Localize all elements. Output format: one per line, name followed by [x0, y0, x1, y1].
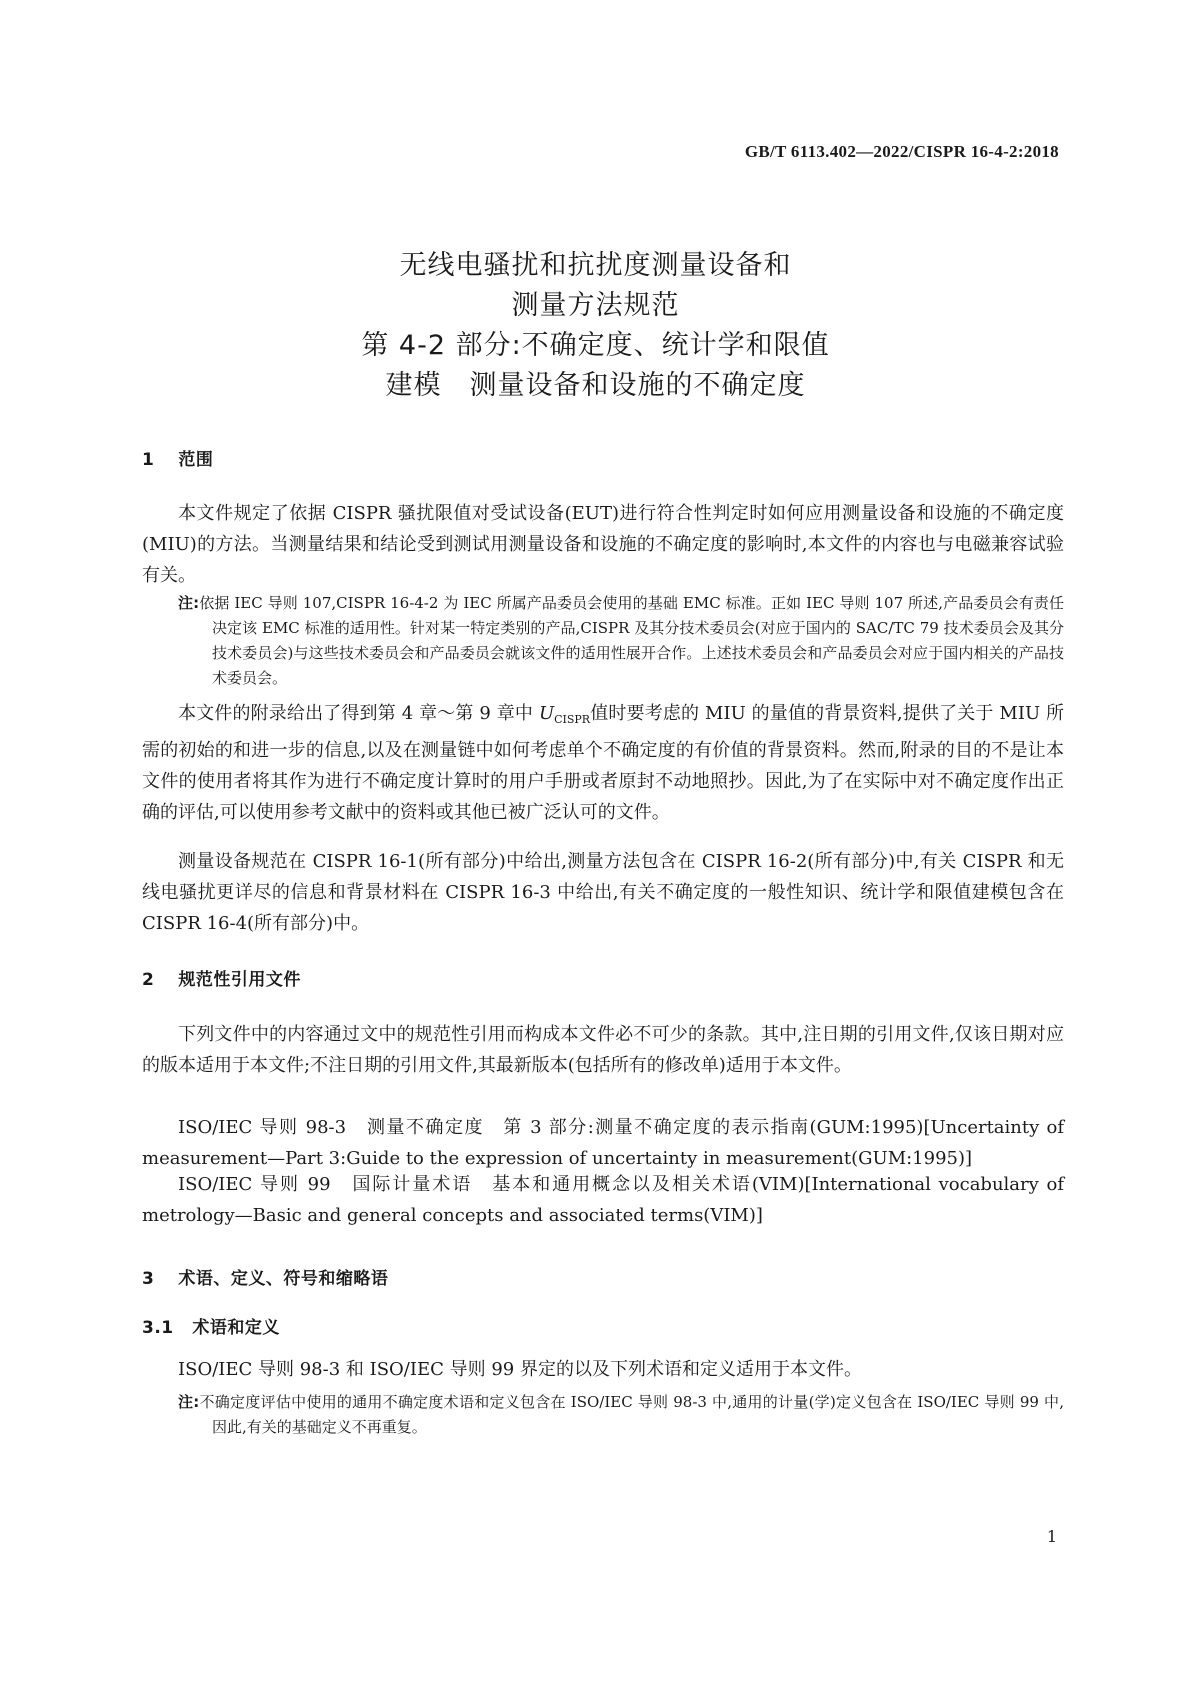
standard-code: GB/T 6113.402—2022/CISPR 16-4-2:2018 [744, 142, 1059, 161]
note-text: 依据 IEC 导则 107,CISPR 16-4-2 为 IEC 所属产品委员会使用的基础 EMC 标准。正如 IEC 导则 107 所述,产品委员会有责任决定该 EMC 标准的适用性。针对某一特定类别的产品,CISPR 及其分技术委员会(对应于国内的 SAC/TC 79 技术委员会及其分技术委员会)与这些技术委员会和产品委员会就该文件的适用性展开合作。上述技术委员会和产品委员会对应于国内相关的产品技术委员会。 [199, 594, 1064, 687]
subsection-title: 术语和定义 [192, 1318, 280, 1338]
section-1-paragraph-3: 测量设备规范在 CISPR 16-1(所有部分)中给出,测量方法包含在 CISPR 16-2(所有部分)中,有关 CISPR 和无线电骚扰更详尽的信息和背景材料在 CISPR 16-3 中给出,有关不确定度的一般性知识、统计学和限值建模包含在 CISPR 16-4(所有部分)中。 [142, 851, 1064, 934]
reference-2: ISO/IEC 导则 99 国际计量术语 基本和通用概念以及相关术语(VIM)[International vocabulary of metrology—Basic and general concepts and associated terms(VIM)] [142, 1174, 1064, 1226]
section-number: 1 [142, 450, 155, 470]
document-title [0, 246, 1191, 406]
title-line-3: 第 4-2 部分:不确定度、统计学和限值 [361, 330, 830, 361]
title-line-2: 测量方法规范 [511, 290, 680, 321]
note-text: 不确定度评估中使用的通用不确定度术语和定义包含在 ISO/IEC 导则 98-3 中,通用的计量(学)定义包含在 ISO/IEC 导则 99 中,因此,有关的基础定义不再重复。 [199, 1393, 1065, 1436]
section-2-heading [142, 965, 301, 990]
section-1-paragraph-1: 本文件规定了依据 CISPR 骚扰限值对受试设备(EUT)进行符合性判定时如何应用测量设备和设施的不确定度(MIU)的方法。当测量结果和结论受到测试用测量设备和设施的不确定度的影响时,本文件的内容也与电磁兼容试验有关。 [142, 503, 1064, 586]
note-label: 注: [178, 1393, 200, 1411]
para2-text-b: 值时要考虑的 MIU 的量值的背景资料,提供了关于 MIU 所需的初始的和进一步的信息,以及在测量链中如何考虑单个不确定度的有价值的背景资料。然而,附录的目的不是让本文件的使用者将其作为进行不确定度计算时的用户手册或者原封不动地照抄。因此,为了在实际中对不确定度作出正确的评估,可以使用参考文献中的资料或其他已被广泛认可的文件。 [142, 703, 1065, 823]
section-number: 3 [142, 1269, 155, 1289]
page-number: 1 [1046, 1527, 1057, 1546]
note-label: 注: [178, 594, 200, 612]
title-line-1: 无线电骚扰和抗扰度测量设备和 [399, 250, 792, 281]
section-1-note [178, 591, 1064, 691]
section-1-heading [142, 445, 213, 470]
subsection-3-1-heading [142, 1313, 280, 1338]
reference-1: ISO/IEC 导则 98-3 测量不确定度 第 3 部分:测量不确定度的表示指南(GUM:1995)[Uncertainty of measurement—Part 3:Guide to the expression of uncertainty in measurement(GUM:1995)] [142, 1117, 1064, 1169]
u-symbol: U [538, 703, 555, 724]
section-title: 术语、定义、符号和缩略语 [178, 1269, 389, 1289]
section-3-heading [142, 1264, 388, 1289]
u-subscript: CISPR [554, 713, 591, 726]
title-line-4: 建模 测量设备和设施的不确定度 [385, 370, 806, 401]
section-2-paragraph-1: 下列文件中的内容通过文中的规范性引用而构成本文件必不可少的条款。其中,注日期的引用文件,仅该日期对应的版本适用于本文件;不注日期的引用文件,其最新版本(包括所有的修改单)适用于本文件。 [142, 1024, 1064, 1076]
section-3-1-note [178, 1390, 1064, 1440]
section-number: 2 [142, 970, 155, 990]
section-1-paragraph-2 [142, 698, 1064, 828]
para2-text-a: 本文件的附录给出了得到第 4 章～第 9 章中 [178, 703, 539, 724]
subsection-number: 3.1 [142, 1318, 174, 1338]
section-title: 范围 [178, 450, 214, 470]
section-3-1-paragraph: ISO/IEC 导则 98-3 和 ISO/IEC 导则 99 界定的以及下列术语和定义适用于本文件。 [178, 1359, 862, 1380]
section-title: 规范性引用文件 [178, 970, 301, 990]
